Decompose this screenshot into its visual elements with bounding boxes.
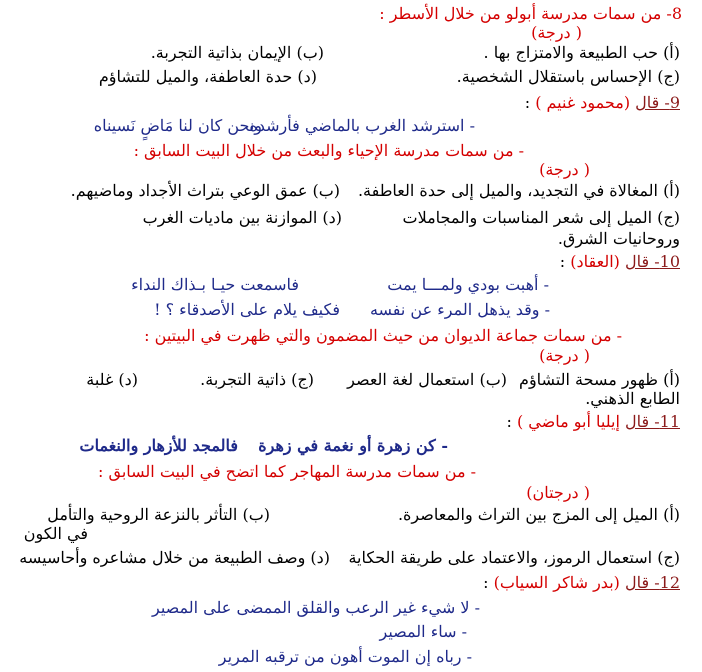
q11-verse-right: - كن زهرة أو نغمة في زهرة <box>258 436 448 455</box>
q9-colon: : <box>524 93 536 112</box>
q11-colon: : <box>506 412 517 431</box>
q8-option-c[interactable]: (ج) الإحساس باستقلال الشخصية. <box>456 67 680 86</box>
q11-option-d[interactable]: (د) وصف الطبيعة من خلال مشاعره وأحاسيسه <box>19 548 330 567</box>
q8-prompt: 8- من سمات مدرسة أبولو من خلال الأسطر : <box>379 4 682 23</box>
q12-line3: - رباه إن الموت أهون من ترقبه المرير <box>218 647 472 666</box>
q11-option-b[interactable]: (ب) التأثر بالنزعة الروحية والتأمل <box>47 505 270 524</box>
q10-verse1-left: فاسمعت حيـا بـذاك النداء <box>131 275 299 294</box>
q10-heading <box>560 252 680 272</box>
q10-option-c[interactable]: (ج) ذاتية التجربة. <box>200 370 314 389</box>
q12-number: 12- قال <box>625 573 680 592</box>
q10-prompt: - من سمات جماعة الديوان من حيث المضمون والتي ظهرت في البيتين : <box>144 326 622 345</box>
q10-option-a[interactable]: (أ) ظهور مسحة التشاؤم <box>519 370 680 389</box>
q12-line1: - لا شيء غير الرعب والقلق الممضى على المصير <box>151 598 480 617</box>
q11-heading <box>506 412 680 432</box>
q10-verse2-left: فكيف يلام على الأصدقاء ؟ ! <box>154 300 340 319</box>
q9-grade: ( درجة) <box>539 160 590 179</box>
q10-verse1-right: - أهبت بودي ولمـــا يمت <box>387 275 549 294</box>
q9-option-c[interactable]: (ج) الميل إلى شعر المناسبات والمجاملات <box>402 208 680 227</box>
q8-grade: ( درجة) <box>531 23 582 42</box>
q9-option-b[interactable]: (ب) عمق الوعي بتراث الأجداد وماضيهم. <box>70 181 340 200</box>
q10-colon: : <box>559 252 571 271</box>
q9-prompt: - من سمات مدرسة الإحياء والبعث من خلال البيت السابق : <box>133 141 524 160</box>
q9-option-d-continued: وروحانيات الشرق. <box>557 229 680 248</box>
q10-verse2-right: - وقد يذهل المرء عن نفسه <box>369 300 550 319</box>
q9-source: (محمود غنيم ) <box>535 93 631 112</box>
q8-option-b[interactable]: (ب) الإيمان بذاتية التجربة. <box>150 43 324 62</box>
q11-source: إيليا أبو ماضي ) <box>516 412 620 431</box>
q10-option-b[interactable]: (ب) استعمال لغة العصر <box>347 370 507 389</box>
q9-heading <box>525 93 680 113</box>
q10-option-d[interactable]: (د) غلبة <box>86 370 138 389</box>
q8-option-a[interactable]: (أ) حب الطبيعة والامتزاج بها . <box>483 43 680 62</box>
q11-verse-left: فالمجد للأزهار والنغمات <box>79 436 238 455</box>
q9-verse-right: - استرشد الغرب بالماضي فأرشده <box>249 116 475 135</box>
q11-number: 11- قال <box>625 412 680 431</box>
q8-option-d[interactable]: (د) حدة العاطفة، والميل للتشاؤم <box>98 67 317 86</box>
q11-option-b-continued: في الكون <box>23 524 88 543</box>
q12-source: (بدر شاكر السياب) <box>493 573 620 592</box>
q9-verse-left: ونحن كان لنا مَاضٍ نَسيناه <box>93 116 262 135</box>
q11-option-a[interactable]: (أ) الميل إلى المزج بين التراث والمعاصرة. <box>397 505 680 524</box>
q9-option-a[interactable]: (أ) المغالاة في التجديد، والميل إلى حدة العاطفة. <box>357 181 680 200</box>
q10-grade: ( درجة) <box>539 346 590 365</box>
q11-option-c[interactable]: (ج) استعمال الرموز، والاعتماد على طريقة الحكاية <box>348 548 680 567</box>
q12-colon: : <box>483 573 494 592</box>
q10-number: 10- قال <box>625 252 680 271</box>
q12-line2: - ساء المصير <box>379 622 467 641</box>
q12-heading <box>483 573 680 593</box>
q10-option-d-continued: الطابع الذهني. <box>585 389 680 408</box>
q11-grade: ( درجتان) <box>526 483 590 502</box>
q9-option-d[interactable]: (د) الموازنة بين ماديات الغرب <box>142 208 342 227</box>
q9-number: 9- قال <box>635 93 680 112</box>
q10-source: (العقاد) <box>570 252 620 271</box>
q11-prompt: - من سمات مدرسة المهاجر كما اتضح في البيت السابق : <box>98 462 476 481</box>
